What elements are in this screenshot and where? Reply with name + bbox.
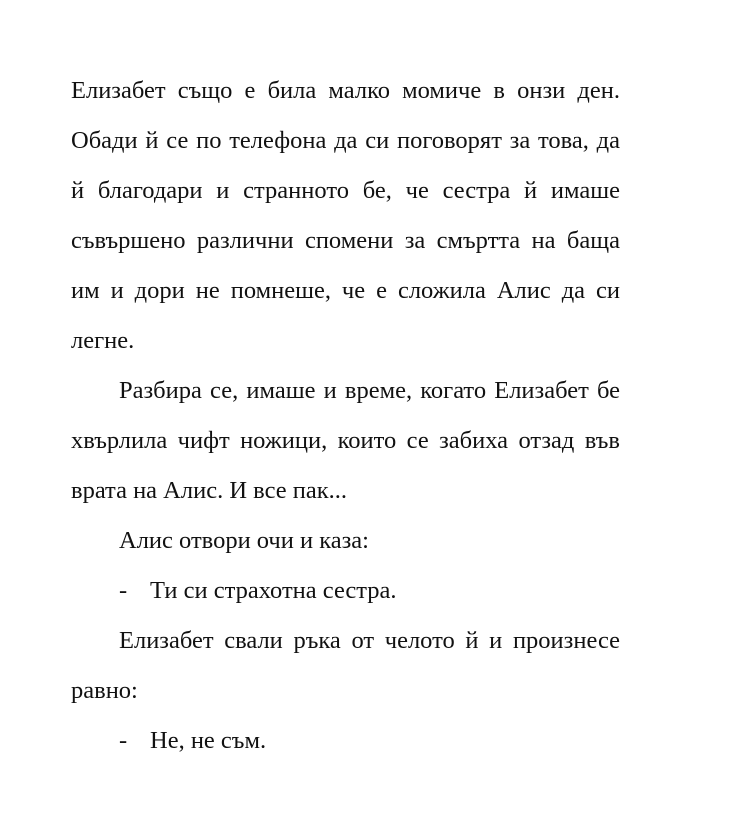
dialog-text: Не, не съм. (150, 727, 267, 754)
dialog-dash: - (119, 727, 128, 754)
dialog-dash: - (119, 577, 128, 604)
paragraph-3: Алис отвори очи и каза: (119, 527, 369, 554)
dialog-line-1 (71, 566, 620, 616)
document-page (71, 66, 620, 766)
dialog-text: Ти си страхотна сестра. (150, 577, 397, 604)
paragraph-4: Елизабет свали ръка от челото й и произнесе равно: (71, 627, 620, 704)
dialog-line-2 (71, 716, 620, 766)
paragraph-2: Разбира се, имаше и време, когато Елизабет бе хвърлила чифт ножици, които се забиха отзад във врата на Алис. И все пак... (71, 377, 620, 504)
paragraph-1: Елизабет също е била малко момиче в онзи ден. Обади й се по телефона да си поговорят за това, да й благодари и странното бе, че сестра й имаше съвършено различни спомени за смъртта на баща им и дори не помнеше, че е сложила Алис да си легне. (71, 77, 620, 354)
